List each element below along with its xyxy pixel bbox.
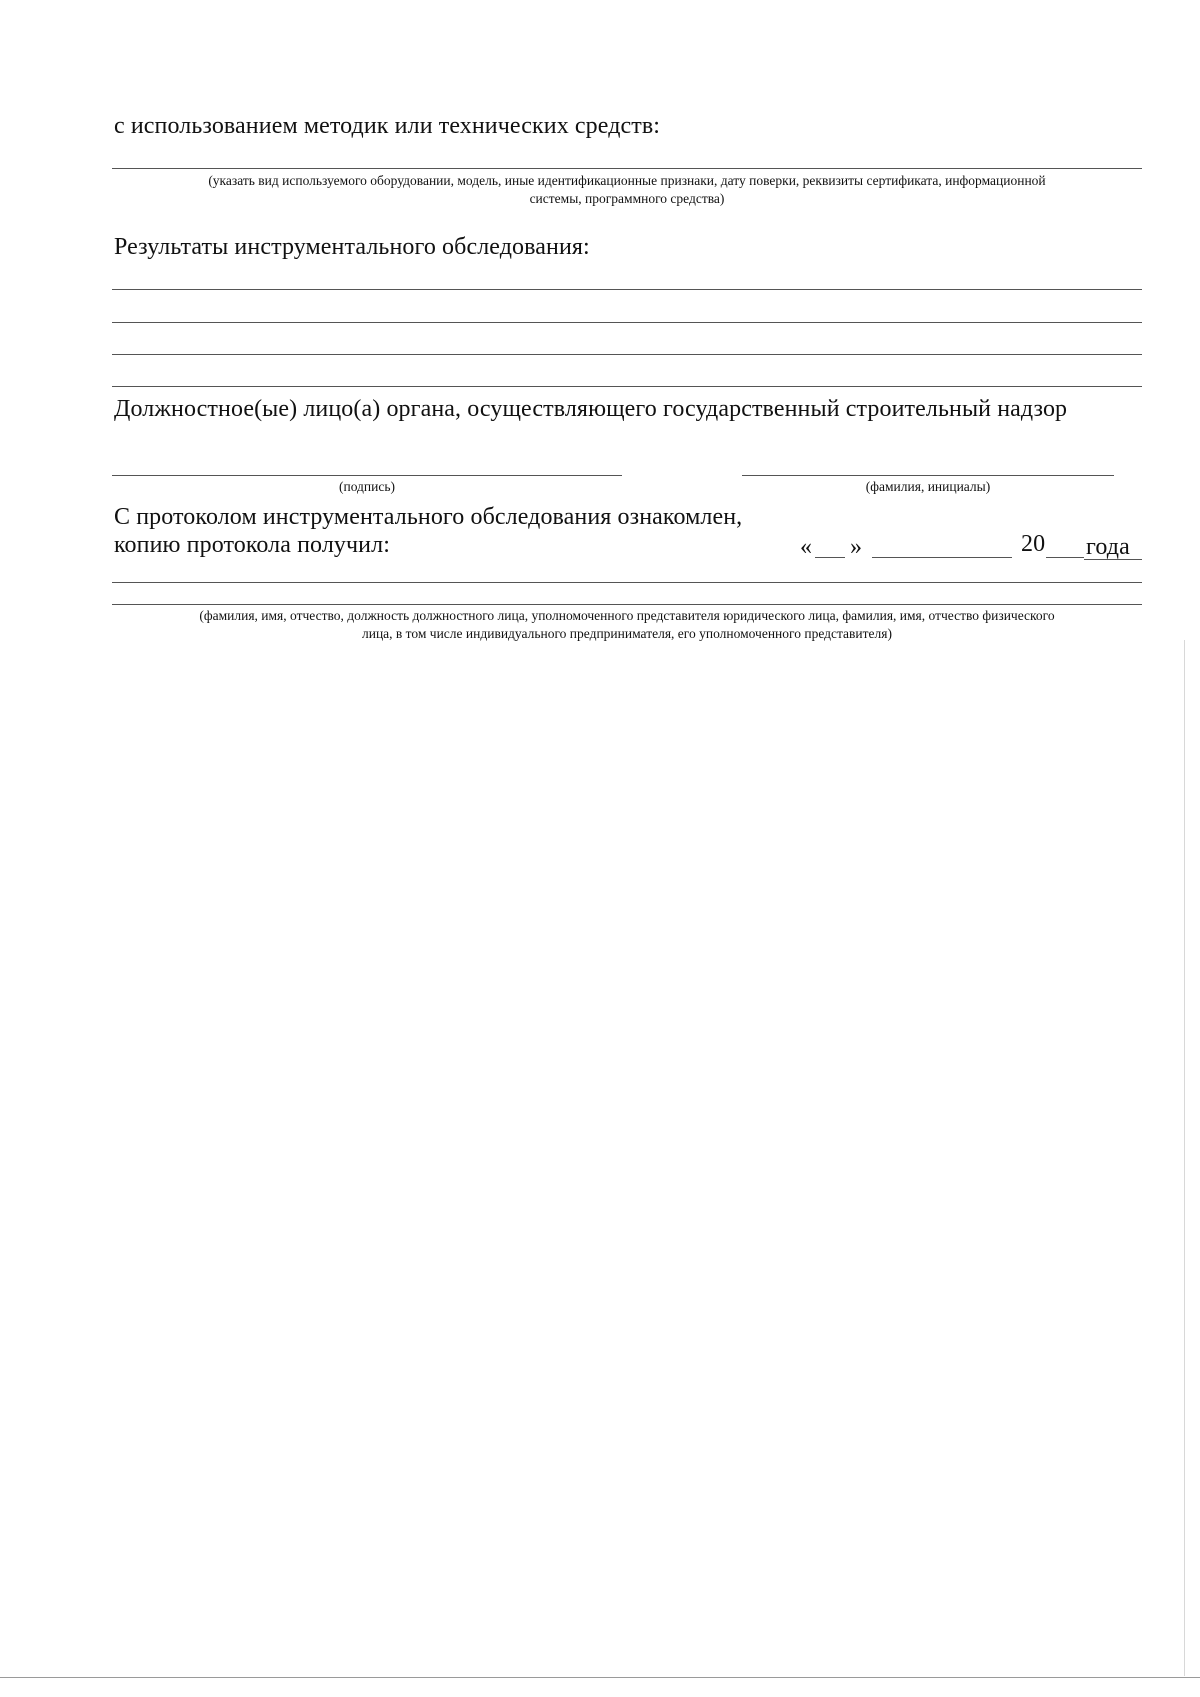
date-year-suffix: года [1086,534,1130,560]
results-input-line[interactable] [112,386,1142,387]
acknowledgement-line-1: С протоколом инструментального обследования ознакомлен, [114,504,743,530]
scan-edge-right [1184,640,1185,1676]
official-heading: Должностное(ые) лицо(а) органа, осуществляющего государственный строительный надзор [114,396,1068,422]
equipment-caption-line-2: системы, программного средства) [529,191,725,206]
date-day-input-line[interactable] [815,557,845,558]
date-open-quote: « [800,534,813,560]
recipient-caption-line-2: лица, в том числе индивидуального предпринимателя, его уполномоченного представителя) [361,626,892,641]
results-heading: Результаты инструментального обследования: [114,234,590,260]
date-suffix-underline [1084,559,1142,560]
results-input-line[interactable] [112,354,1142,355]
recipient-caption-line-1: (фамилия, имя, отчество, должность должностного лица, уполномоченного представителя юридического лица, фамилия, имя, отчество физического [199,608,1055,623]
equipment-caption [112,172,1142,208]
scan-edge-line [0,1677,1200,1678]
name-initials-caption: (фамилия, инициалы) [865,479,991,494]
results-input-line[interactable] [112,322,1142,323]
signature-input-line[interactable] [112,475,622,476]
equipment-input-line[interactable] [112,168,1142,169]
signature-caption: (подпись) [338,479,396,494]
date-year-input-line[interactable] [1046,557,1084,558]
methods-heading: с использованием методик или технических средств: [114,113,661,139]
date-year-prefix: 20 [1021,531,1046,557]
equipment-caption-line-1: (указать вид используемого оборудовании, модель, иные идентификационные признаки, дату поверки, реквизиты сертификата, информационной [208,173,1046,188]
name-initials-input-line[interactable] [742,475,1114,476]
acknowledgement-line-2: копию протокола получил: [114,532,390,558]
date-close-quote: » [850,534,863,560]
recipient-input-line[interactable] [112,604,1142,605]
recipient-input-line[interactable] [112,582,1142,583]
date-month-input-line[interactable] [872,557,1012,558]
results-input-line[interactable] [112,289,1142,290]
recipient-caption [112,607,1142,643]
